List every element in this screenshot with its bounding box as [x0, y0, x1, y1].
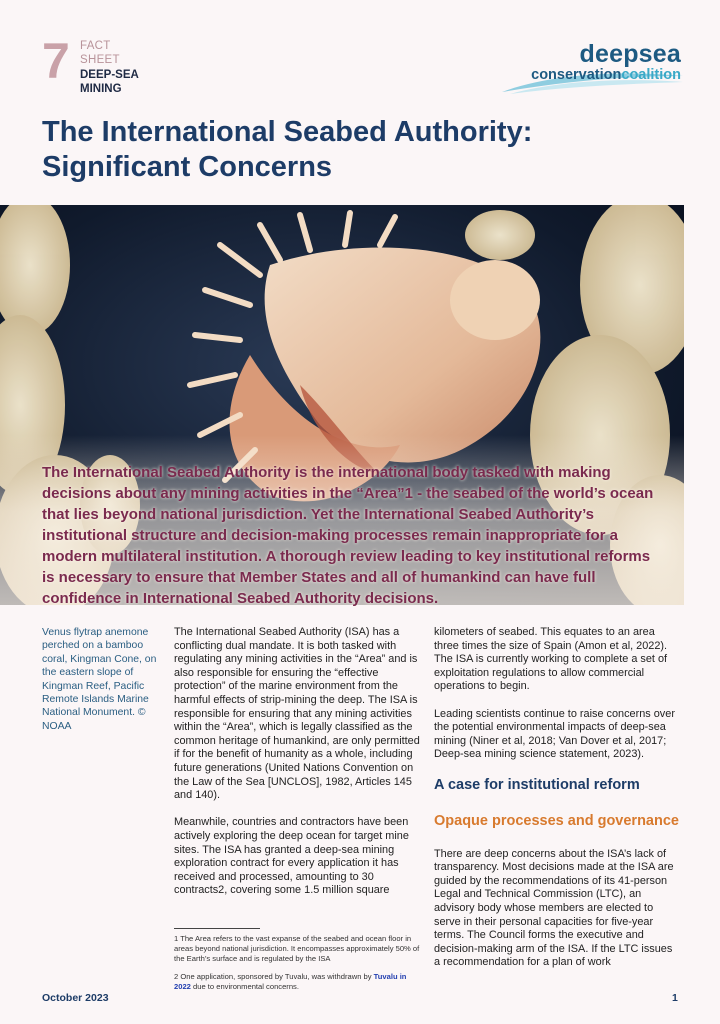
logo-wordmark-bottom	[531, 67, 681, 83]
logo-word-conservation: conservation	[531, 67, 622, 83]
footnote-2	[174, 972, 420, 992]
section-heading: A case for institutional reform	[434, 776, 640, 793]
badge-topic-line1: DEEP-SEA	[80, 69, 139, 81]
page-number: 1	[672, 992, 678, 1004]
footer-date: October 2023	[42, 992, 109, 1004]
intro-summary: The International Seabed Authority is the international body tasked with making decisions about any mining activities in the “Area”1 - the seabed of the world’s ocean that lies beyond national jurisdiction. Yet the International Seabed Authority’s institutional structure and decision-making processes remain inappropriate for a modern multilateral institution. A thorough review leading to key institutional reforms is necessary to ensure that Member States and all of humankind can have full confidence in International Seabed Authority decisions.	[42, 464, 654, 607]
body-paragraph: There are deep concerns about the ISA’s lack of transparency. Most decisions made at the ISA are guided by the recommendations of its 41-person Legal and Technical Commission (LTC), an advisory body whose members are elected to serve in their personal capacities for five-year terms. The Council forms the executive and decision-making arm of the ISA. If the LTC issues a recommendation for a plan of work	[434, 847, 674, 969]
footnote-2-text-b: due to environmental concerns.	[190, 981, 299, 991]
subsection-heading: Opaque processes and governance	[434, 812, 679, 829]
body-paragraph: Meanwhile, countries and contractors have been actively exploring the deep ocean for target mine sites. The ISA has granted a deep-sea mining exploration contract for every application it has received and processed, amounting to 30 contracts2, covering some 1.5 million square	[174, 816, 409, 897]
body-column-1	[174, 626, 420, 911]
footnote-2-text-a: 2 One application, sponsored by Tuvalu, was withdrawn by	[174, 971, 374, 981]
badge-topic-line2: MINING	[80, 83, 122, 95]
page-title: The International Seabed Authority: Significant Concerns	[42, 116, 533, 183]
badge-number: 7	[42, 33, 70, 89]
footnote-2-link[interactable]: Tuvalu in 2022	[174, 971, 407, 991]
fact-sheet-badge	[42, 33, 182, 100]
badge-sheet-label: SHEET	[80, 54, 120, 66]
deepsea-conservation-coalition-logo	[500, 36, 685, 96]
badge-fact-label: FACT	[80, 40, 111, 52]
body-column-2	[434, 626, 680, 983]
footnote-1: 1 The Area refers to the vast expanse of the seabed and ocean floor in areas beyond national jurisdiction. It encompasses approximately 50% of the Earth’s surface and is regulated by the ISA	[174, 934, 420, 964]
footnotes	[174, 928, 420, 999]
body-paragraph: kilometers of seabed. This equates to an area three times the size of Spain (Amon et al, 2022). The ISA is currently working to complete a set of exploitation regulations to allow commercial operations to begin.	[434, 626, 668, 693]
logo-wordmark-top: deepsea	[579, 40, 681, 68]
body-paragraph: Leading scientists continue to raise concerns over the potential environmental impacts of deep-sea mining (Niner et al, 2018; Van Dover et al, 2017; Deep-sea mining science statement, 2023).	[434, 707, 675, 761]
body-paragraph: The International Seabed Authority (ISA) has a conflicting dual mandate. It is both tasked with regulating any mining activities in the “Area” and is also responsible for ensuring the “effective protection” of the marine environment from the harmful effects of strip-mining the deep. The ISA is responsible for ensuring that any mining activities within the “Area”, which is legally classified as the common heritage of humankind, are only permitted if for the benefit of humanity as a whole, including future generations (United Nations Convention on the Law of the Sea [UNCLOS], 1982, Articles 145 and 140).	[174, 626, 420, 802]
logo-word-coalition: coalition	[621, 67, 681, 83]
footnote-divider	[174, 928, 260, 929]
photo-caption: Venus flytrap anemone perched on a bamboo coral, Kingman Cone, on the eastern slope of Kingman Reef, Pacific Remote Islands Marine National Monument. © NOAA	[42, 627, 157, 732]
